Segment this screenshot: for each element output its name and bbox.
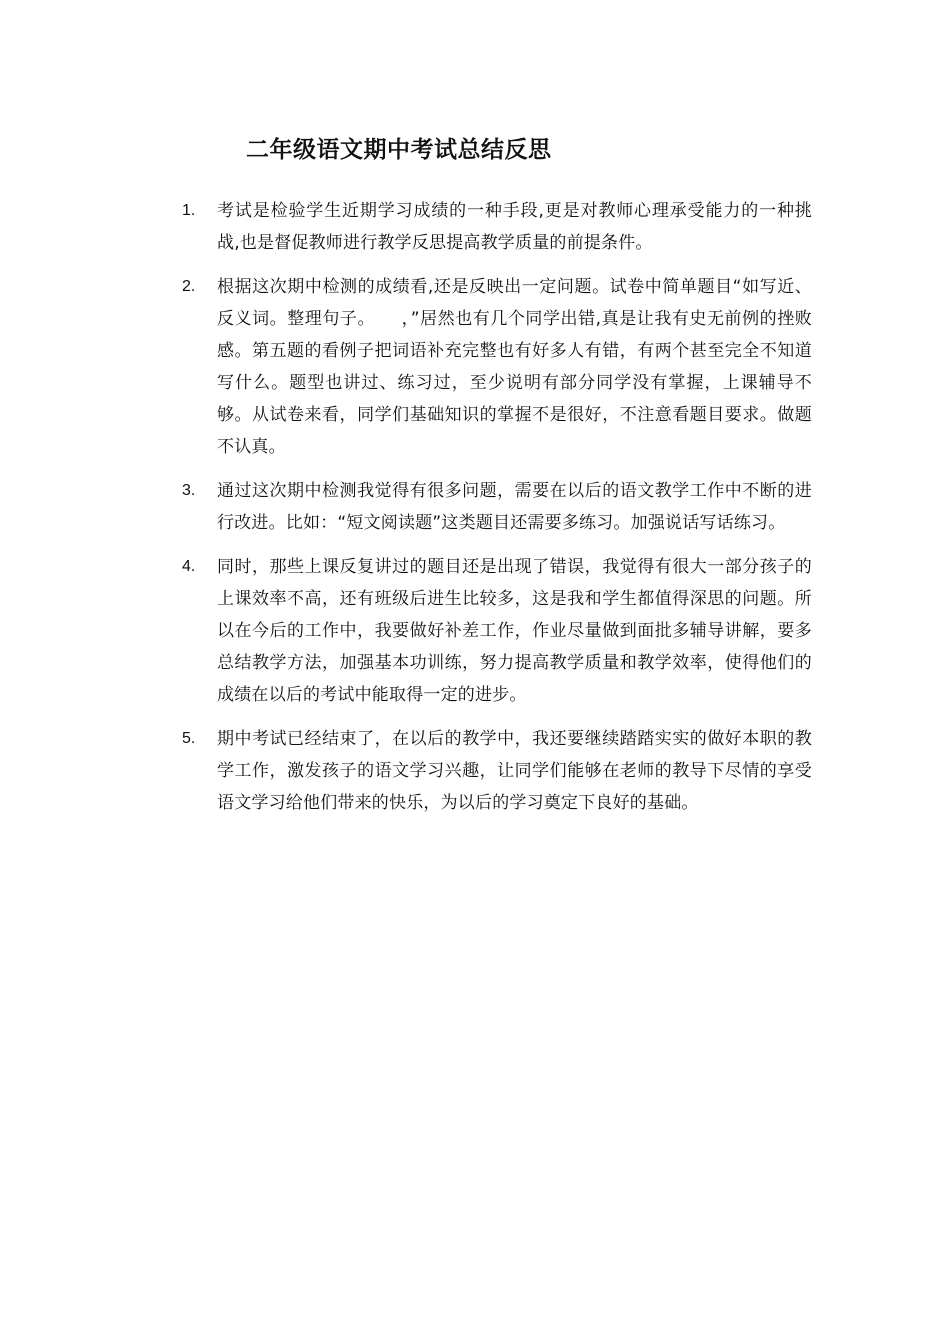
- list-item: [182, 271, 812, 463]
- document-title: 二年级语文期中考试总结反思: [246, 137, 552, 163]
- list-item-text: 期中考试已经结束了，在以后的教学中，我还要继续踏踏实实的做好本职的教学工作，激发孩子的语文学习兴趣，让同学们能够在老师的教导下尽情的享受语文学习给他们带来的快乐，为以后的学习奠定下良好的基础。: [217, 729, 812, 813]
- list-item-number: 4.: [182, 558, 196, 575]
- list-item: [182, 551, 812, 711]
- list-item-text: 考试是检验学生近期学习成绩的一种手段,更是对教师心理承受能力的一种挑战,也是督促教师进行教学反思提高教学质量的前提条件。: [217, 201, 812, 253]
- list-item-text: 根据这次期中检测的成绩看,还是反映出一定问题。试卷中简单题目“如写近、反义词。整理句子。 ，”居然也有几个同学出错,真是让我有史无前例的挫败感。第五题的看例子把词语补充完整也有好多人有错，有两个甚至完全不知道写什么。题型也讲过、练习过，至少说明有部分同学没有掌握，上课辅导不够。从试卷来看，同学们基础知识的掌握不是很好，不注意看题目要求。做题不认真。: [217, 277, 812, 457]
- list-item: [182, 195, 812, 259]
- list-item-number: 1.: [182, 202, 196, 219]
- list-item: [182, 475, 812, 539]
- list-item-text: 通过这次期中检测我觉得有很多问题，需要在以后的语文教学工作中不断的进行改进。比如：“短文阅读题”这类题目还需要多练习。加强说话写话练习。: [217, 481, 812, 533]
- list-item-text: 同时，那些上课反复讲过的题目还是出现了错误，我觉得有很大一部分孩子的上课效率不高，还有班级后进生比较多，这是我和学生都值得深思的问题。所以在今后的工作中，我要做好补差工作，作业尽量做到面批多辅导讲解，要多总结教学方法，加强基本功训练，努力提高教学质量和教学效率，使得他们的成绩在以后的考试中能取得一定的进步。: [217, 557, 812, 705]
- list-item-number: 2.: [182, 278, 196, 295]
- list-item-number: 5.: [182, 730, 196, 747]
- list-item-number: 3.: [182, 482, 196, 499]
- list-item: [182, 723, 812, 819]
- reflection-list: [182, 195, 812, 831]
